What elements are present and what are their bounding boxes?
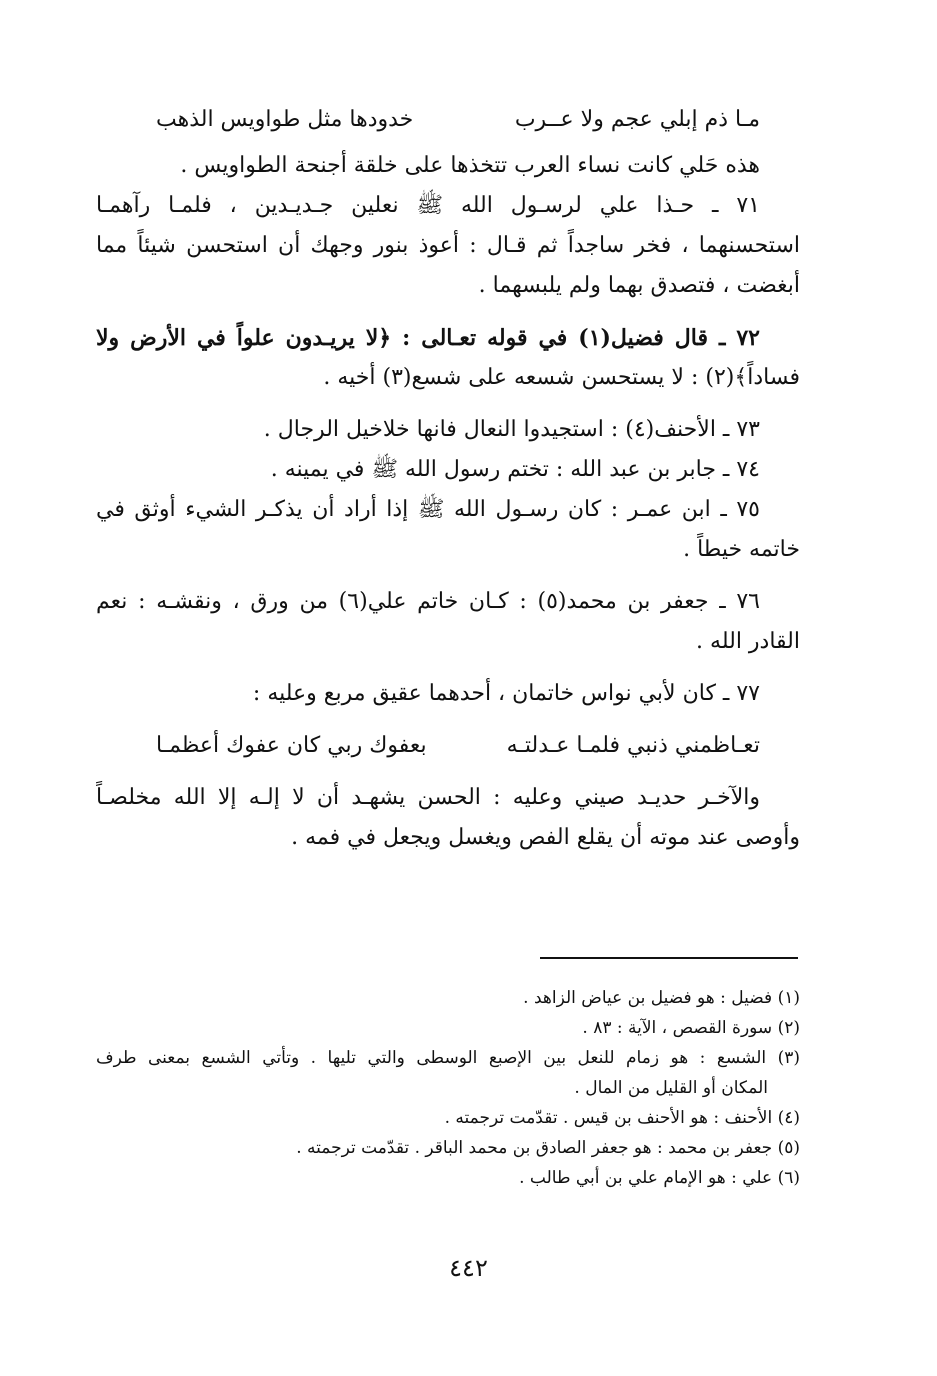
page-number: ٤٤٢ [449,1254,488,1282]
text-line: خاتمه خيطاً . [683,537,800,562]
entry-75-line: ٧٥ ـ ابن عمـر : كان رسـول الله ﷺ إذا أراد أن يذكـر الشيء أوثق في [96,497,760,522]
page-body [96,100,800,858]
text-line: أبغضت ، فتصدق بهما ولم يلبسهما . [478,273,800,298]
verse-second-hemistich: بعفوك ربي كان عفوك أعظمـا [156,733,427,758]
text-line: هذه حَلي كانت نساء العرب تتخذها على خلقة أجنحة الطواويس . [180,153,760,178]
text-line: وأوصى عند موته أن يقلع الفص ويغسل ويجعل في فمه . [291,825,800,850]
poem-verse [96,100,800,140]
entry-76-line: ٧٦ ـ جعفر بن محمد(٥) : كـان خاتم علي(٦) من ورق ، ونقشـه : نعم [96,589,760,614]
footnotes [96,983,800,1193]
entry-74-line: ٧٤ ـ جابر بن عبد الله : تختم رسول الله ﷺ في يمينه . [270,457,760,482]
verse-first-hemistich: تعـاظمني ذنبي فلمـا عـدلتـه [506,733,760,758]
footnote-3: (٣) الشسع : هو زمام للنعل بين الإصبع الوسطى والتي تليها . وتأتي الشسع بمعنى طرف [96,1048,800,1068]
entry-77-line: ٧٧ ـ كان لأبي نواس خاتمان ، أحدهما عقيق مربع وعليه : [252,681,760,706]
footnote-2: (٢) سورة القصص ، الآية : ٨٣ . [582,1018,800,1038]
entry-72-line: ٧٢ ـ قال فضيل(١) في قوله تعـالى : ﴿لا يريـدون علواً في الأرض ولا [96,325,760,351]
footnote-3-continued: المكان أو القليل من المال . [574,1078,768,1098]
verse-first-hemistich: مـا ذم إبلي عجم ولا عــرب [514,107,760,132]
text-line: والآخـر حديـد صيني وعليه : الحسن يشهـد أن لا إلـه إلا الله مخلصـاً [96,785,760,810]
text-line: استحسنهما ، فخر ساجداً ثم قـال : أعوذ بنور وجهك أن استحسن شيئاً مما [96,233,800,258]
text-line: فساداً﴾(٢) : لا يستحسن شسعه على شسع(٣) أخيه . [323,365,800,390]
footnote-divider [540,957,798,959]
text-line: القادر الله . [696,629,800,654]
verse-second-hemistich: خدودها مثل طواويس الذهب [156,107,414,132]
poem-verse [96,726,800,766]
footnote-1: (١) فضيل : هو فضيل بن عياض الزاهد . [523,988,800,1008]
footnote-5: (٥) جعفر بن محمد : هو جعفر الصادق بن محمد الباقر . تقدّمت ترجمته . [296,1138,800,1158]
entry-73-line: ٧٣ ـ الأحنف(٤) : استجيدوا النعال فانها خلاخيل الرجال . [263,417,760,442]
footnote-6: (٦) علي : هو الإمام علي بن أبي طالب . [519,1168,800,1188]
footnote-4: (٤) الأحنف : هو الأحنف بن قيس . تقدّمت ترجمته . [444,1108,800,1128]
entry-71-line: ٧١ ـ حـذا علي لرسـول الله ﷺ نعلين جـديـدين ، فلمـا رآهمـا [96,193,760,218]
